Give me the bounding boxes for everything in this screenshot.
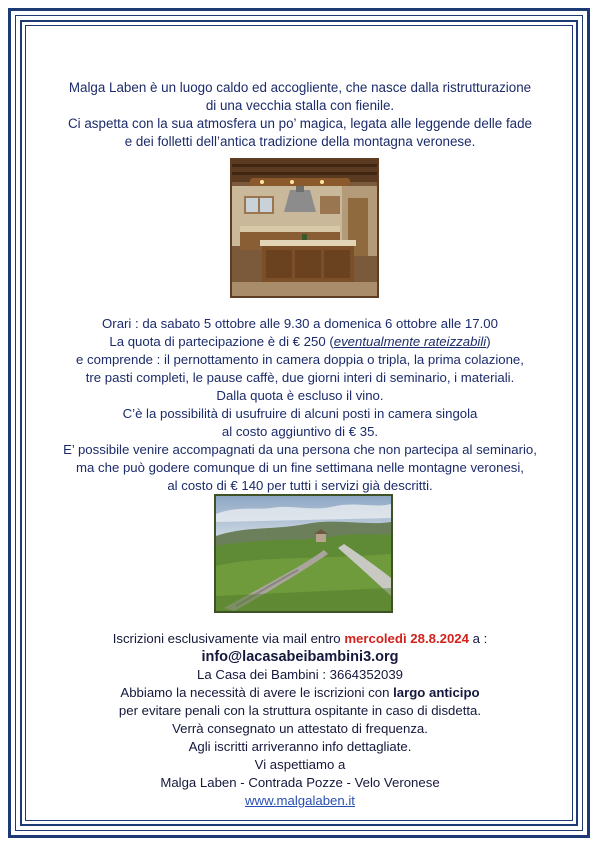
- certificate-line: Verrà consegnato un attestato di frequenza.: [172, 721, 428, 736]
- address-line: Malga Laben - Contrada Pozze - Velo Veronese: [160, 775, 440, 790]
- registration-deadline-line: [30, 630, 570, 648]
- registration-suffix: a :: [468, 631, 488, 646]
- intro-line-2: di una vecchia stalla con fienile.: [205, 98, 395, 113]
- intro-paragraph: [30, 79, 570, 151]
- advance-line: [30, 684, 570, 702]
- single-line-1: C’è la possibilità di usufruire di alcuni posti in camera singola: [122, 406, 478, 421]
- kitchen-photo: [230, 158, 379, 298]
- schedule-line: Orari : da sabato 5 ottobre alle 9.30 a domenica 6 ottobre alle 17.00: [102, 316, 498, 331]
- advance-bold: largo anticipo: [393, 685, 480, 700]
- deadline-date: mercoledì 28.8.2024: [344, 631, 469, 646]
- single-line-2: al costo aggiuntivo di € 35.: [221, 424, 379, 439]
- welcome-line: Vi aspettiamo a: [254, 757, 346, 772]
- price-line: [30, 333, 570, 351]
- contact-line: La Casa dei Bambini : 3664352039: [196, 667, 404, 682]
- intro-line-3: Ci aspetta con la sua atmosfera un po’ magica, legata alle leggende delle fade: [67, 116, 533, 131]
- includes-line-1: e comprende : il pernottamento in camera doppia o tripla, la prima colazione,: [76, 352, 524, 367]
- intro-line-4: e dei folletti dell’antica tradizione della montagna veronese.: [124, 134, 476, 149]
- guest-line-1: E’ possibile venire accompagnati da una persona che non partecipa al seminario,: [63, 442, 537, 457]
- excluded-line: Dalla quota è escluso il vino.: [216, 388, 384, 403]
- landscape-photo: [214, 494, 393, 613]
- intro-line-1: Malga Laben è un luogo caldo ed accogliente, che nasce dalla ristrutturazione: [68, 80, 532, 95]
- price-note: eventualmente rateizzabili: [333, 334, 487, 349]
- guest-line-2: ma che può godere comunque di un fine settimana nelle montagne veronesi,: [76, 460, 524, 475]
- price-prefix: La quota di partecipazione è di € 250 (: [109, 334, 334, 349]
- website-link[interactable]: www.malgalaben.it: [245, 793, 355, 808]
- includes-line-2: tre pasti completi, le pause caffè, due giorni interi di seminario, i materiali.: [85, 370, 515, 385]
- details-paragraph: [30, 315, 570, 495]
- penalty-line: per evitare penali con la struttura ospitante in caso di disdetta.: [118, 703, 482, 718]
- price-suffix: ): [486, 334, 491, 349]
- registration-paragraph: [30, 630, 570, 810]
- registration-prefix: Iscrizioni esclusivamente via mail entro: [112, 631, 345, 646]
- guest-line-3: al costo di € 140 per tutti i servizi già descritti.: [167, 478, 433, 493]
- email-link[interactable]: info@lacasabeibambini3.org: [201, 649, 399, 665]
- advance-prefix: Abbiamo la necessità di avere le iscrizioni con: [120, 685, 394, 700]
- info-line: Agli iscritti arriveranno info dettagliate.: [188, 739, 412, 754]
